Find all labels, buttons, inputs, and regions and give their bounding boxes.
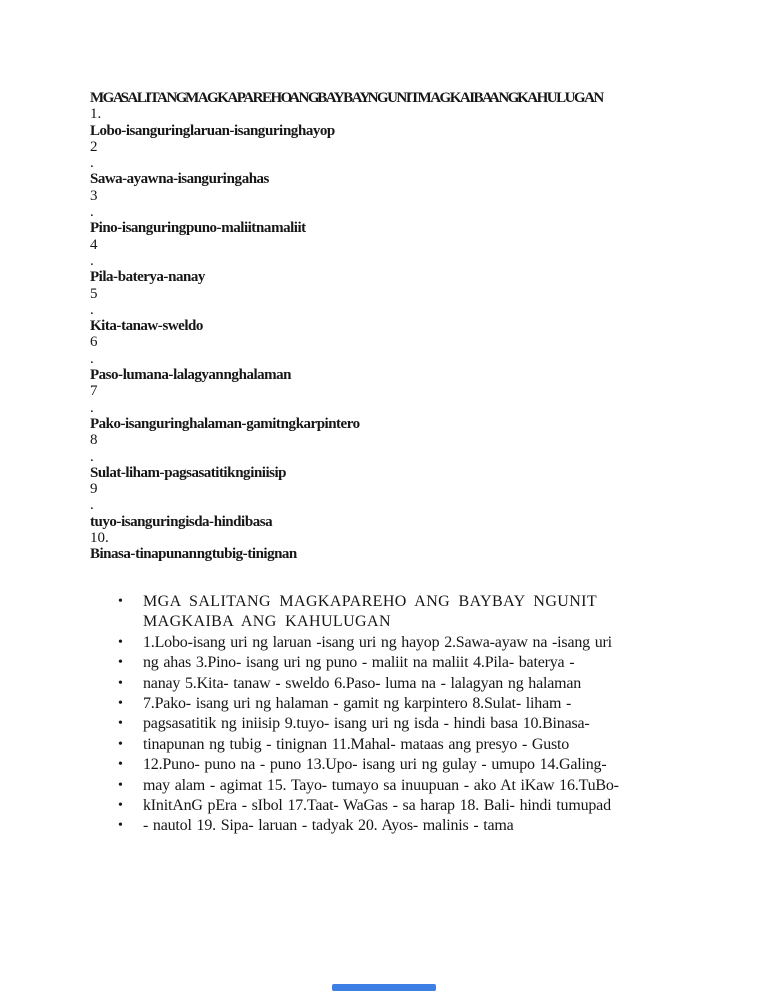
bullet-icon: •	[118, 696, 123, 712]
bullet-icon: •	[118, 675, 123, 691]
item-number: .	[90, 252, 94, 269]
bullet-icon: •	[118, 777, 123, 793]
item-number: 3	[90, 187, 98, 204]
list-item-text: MAGKAIBA ANG KAHULUGAN	[143, 613, 391, 631]
list-item-text: 1.Lobo-isang uri ng laruan -isang uri ng hayop 2.Sawa-ayaw na -isang uri	[143, 633, 612, 651]
list-item	[118, 633, 718, 653]
list-item-text: pagsasatitik ng iniisip 9.tuyo- isang uri ng isda - hindi basa 10.Binasa-	[143, 715, 590, 733]
list-item	[118, 592, 718, 612]
word-pair-line: Sulat-liham- pagsasatitik ng iniisip	[90, 464, 286, 481]
list-item-text: 7.Pako- isang uri ng halaman - gamit ng karpintero 8.Sulat- liham -	[143, 695, 572, 713]
item-number: 10.	[90, 530, 109, 547]
list-item-text: may alam - agimat 15. Tayo- tumayo sa inuupuan - ako At iKaw 16.TuBo-	[143, 776, 619, 794]
list-item	[118, 714, 718, 734]
bullet-icon: •	[118, 757, 123, 773]
list-item	[118, 612, 718, 632]
word-pair-line: Kita- tanaw- sweldo	[90, 318, 203, 335]
word-pair-line: Binasa- tinapunan ng tubig- tinignan	[90, 546, 297, 563]
item-number: 7	[90, 383, 98, 400]
item-number: 1.	[90, 106, 102, 123]
bullet-icon: •	[118, 736, 123, 752]
item-number: 4	[90, 236, 98, 253]
list-item	[118, 674, 718, 694]
list-item-text: ng ahas 3.Pino- isang uri ng puno - maliit na maliit 4.Pila- baterya -	[143, 654, 575, 672]
item-number: .	[90, 448, 94, 465]
item-number: .	[90, 350, 94, 367]
item-number: .	[90, 301, 94, 318]
item-number: 9	[90, 481, 98, 498]
item-number: .	[90, 155, 94, 172]
list-item-text: - nautol 19. Sipa- laruan - tadyak 20. Ayos- malinis - tama	[143, 817, 514, 835]
list-item-text: kInitAnG pEra - sIbol 17.Taat- WaGas - sa harap 18. Bali- hindi tumupad	[143, 797, 611, 815]
word-pair-line: Pino- isang uri ng puno- maliit na maliit	[90, 220, 306, 237]
word-pair-line: Paso- luma na- lalagyan ng halaman	[90, 367, 291, 384]
list-item	[118, 755, 718, 775]
list-item-text: tinapunan ng tubig - tinignan 11.Mahal- mataas ang presyo - Gusto	[143, 735, 570, 753]
list-item	[118, 735, 718, 755]
list-item	[118, 796, 718, 816]
list-item-text: MGA SALITANG MAGKAPAREHO ANG BAYBAY NGUNIT	[143, 593, 598, 610]
top-section	[90, 90, 710, 563]
bullet-icon: •	[118, 655, 123, 671]
word-pair-line: Pako-isang uri ng halaman- gamit ng karpintero	[90, 415, 360, 432]
word-pair-line: Lobo-isang uri ng laruan-isang uri ng hayop	[90, 122, 335, 139]
list-item	[118, 776, 718, 796]
bullet-icon: •	[118, 634, 123, 650]
list-item-text: nanay 5.Kita- tanaw - sweldo 6.Paso- luma na - lalagyan ng halaman	[143, 674, 582, 692]
word-pair-line: Pila- baterya- nanay	[90, 269, 205, 286]
item-number: .	[90, 204, 94, 221]
item-number: 5	[90, 285, 98, 302]
item-number: .	[90, 497, 94, 514]
item-number: 6	[90, 334, 98, 351]
list-item	[118, 694, 718, 714]
list-item	[118, 653, 718, 673]
bullet-icon: •	[118, 594, 124, 609]
word-pair-line: tuyo- isang uri ng isda- hindi basa	[90, 513, 273, 530]
section-heading: MGA SALITANG MAGKAPAREHO ANG BAYBAY NGUNIT MAGKAIBA ANG KAHULUGAN	[90, 90, 603, 106]
item-number: 8	[90, 432, 98, 449]
list-item	[118, 816, 718, 836]
progress-bar[interactable]	[332, 984, 436, 991]
bullet-list	[118, 592, 718, 837]
item-number: .	[90, 399, 94, 416]
list-item-text: 12.Puno- puno na - puno 13.Upo- isang uri ng gulay - umupo 14.Galing-	[143, 756, 607, 774]
bullet-spacer	[118, 612, 143, 632]
bullet-icon: •	[118, 798, 123, 814]
item-number: 2	[90, 138, 98, 155]
word-pair-line: Sawa-ayaw na-isang uri ng ahas	[90, 171, 269, 188]
bullet-icon: •	[118, 818, 123, 834]
bullet-icon: •	[118, 716, 123, 732]
